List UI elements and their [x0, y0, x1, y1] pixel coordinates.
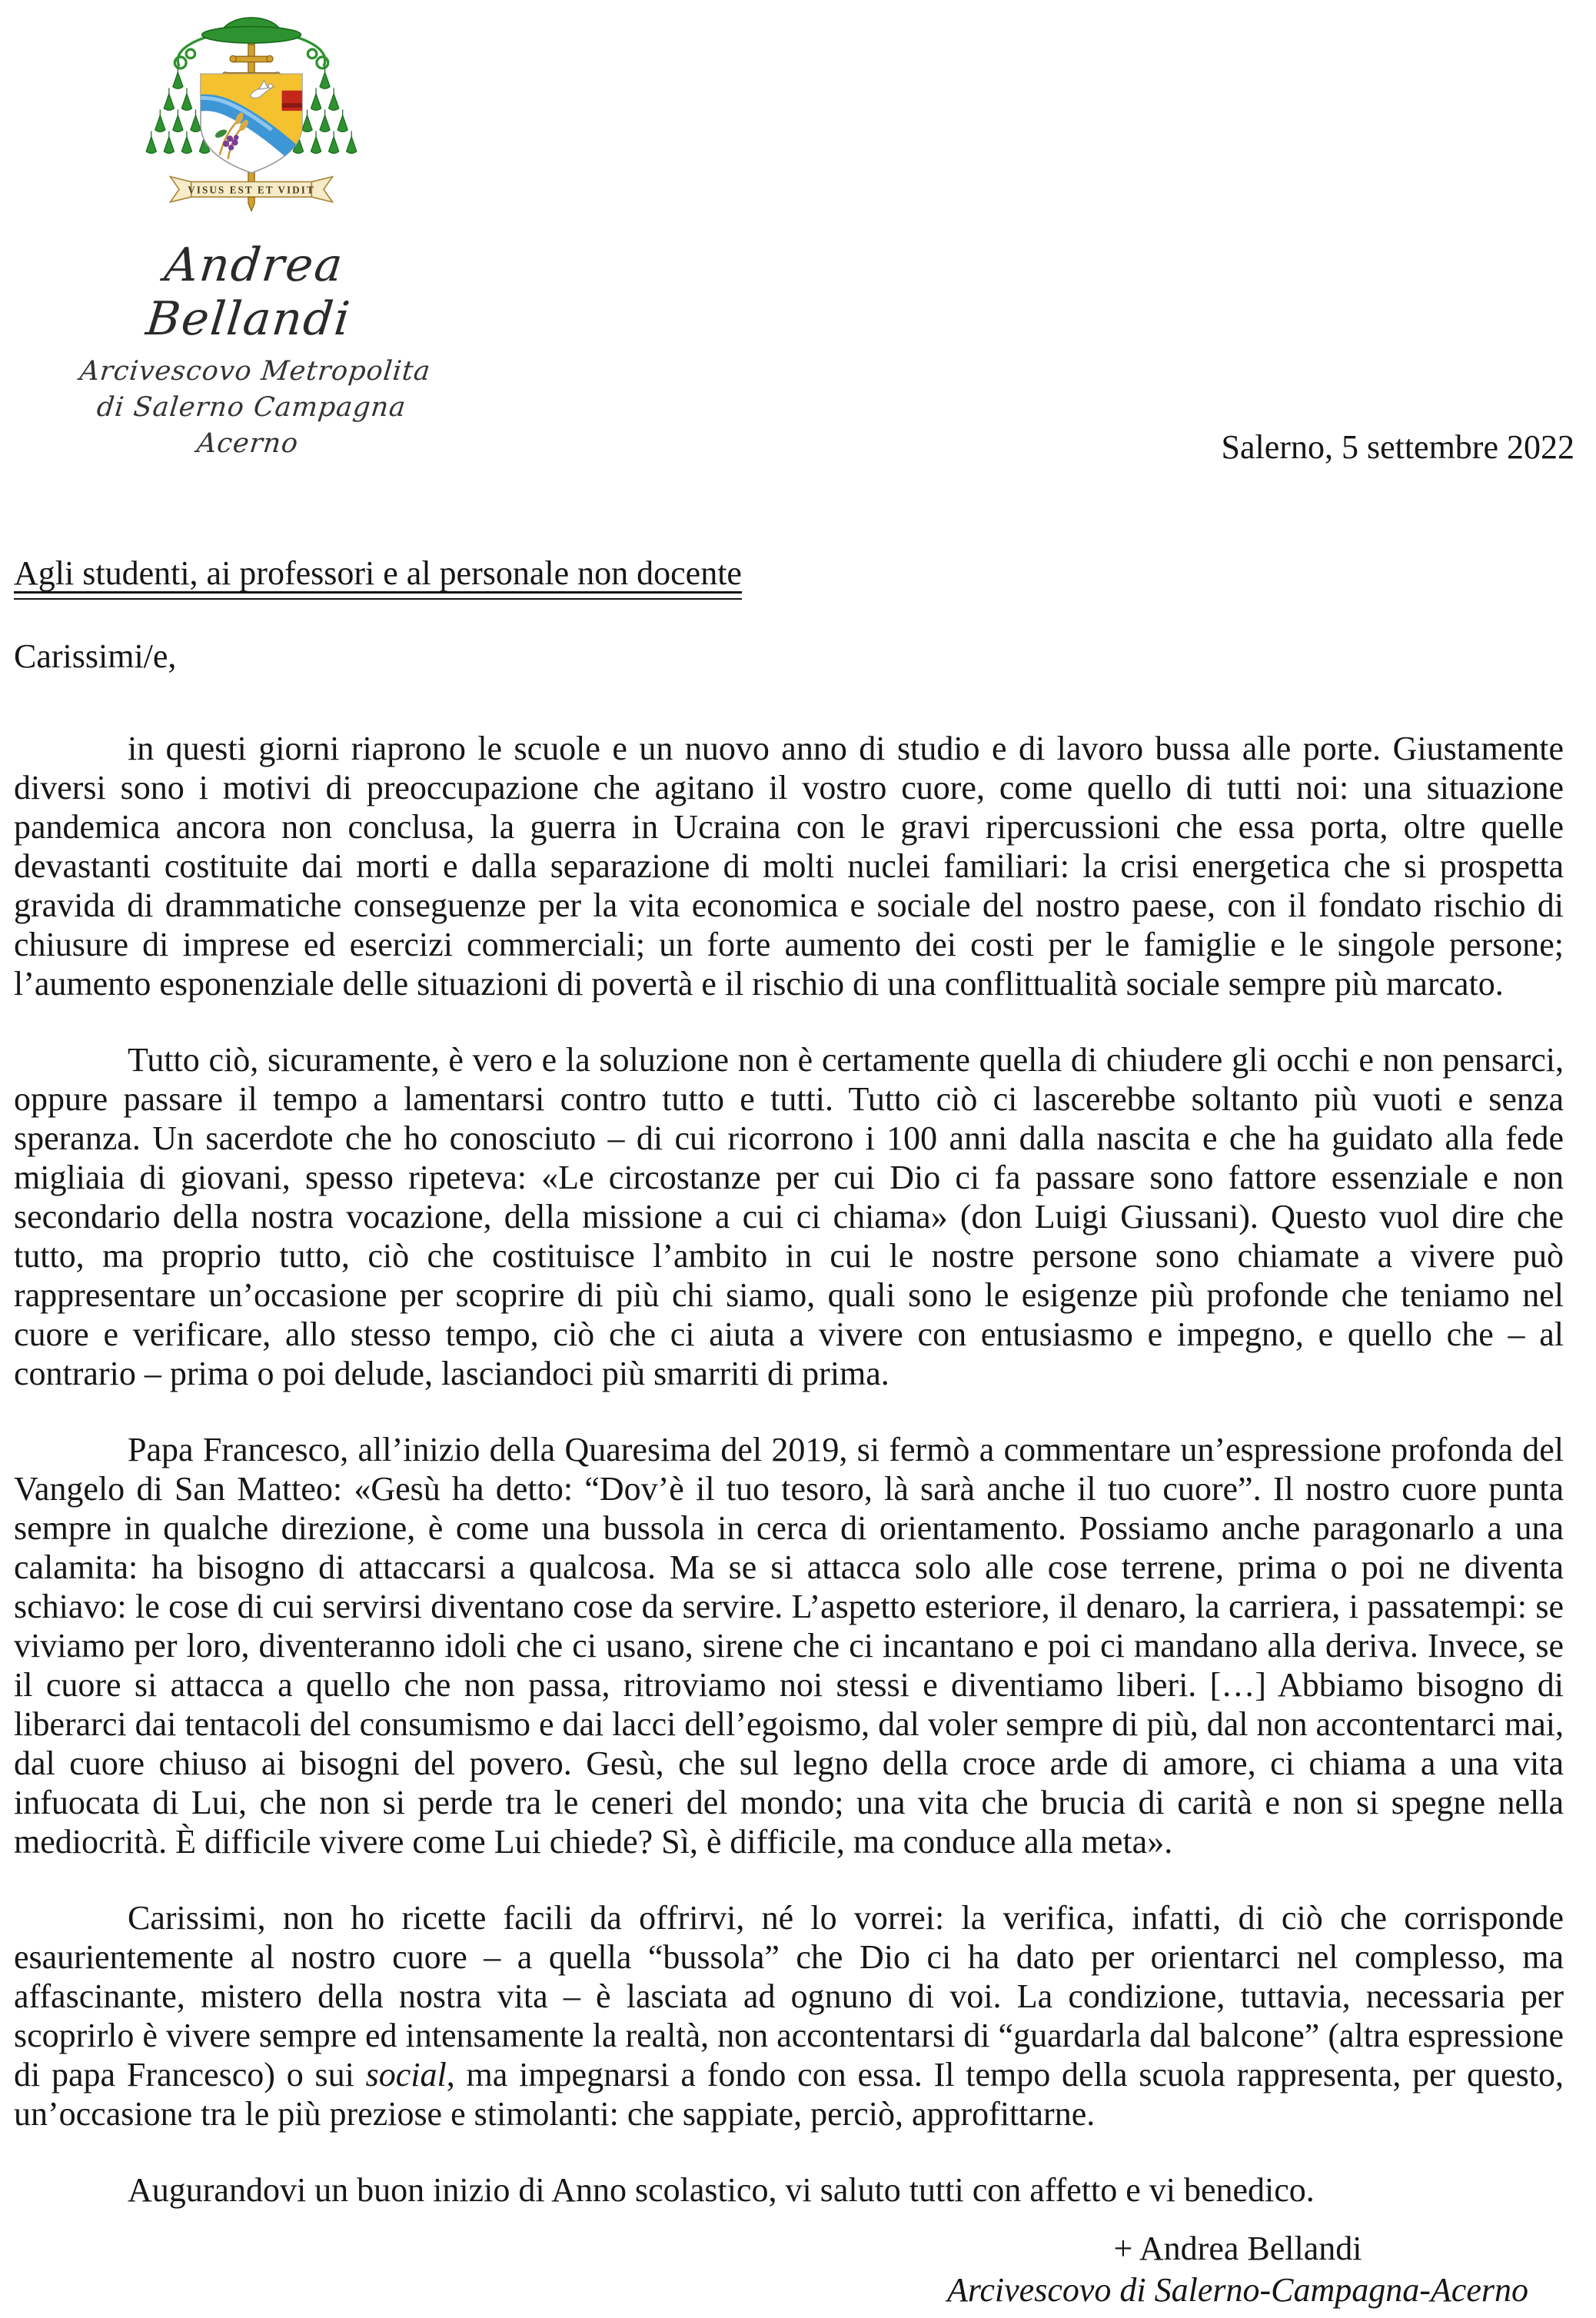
letterhead — [71, 3, 432, 462]
signature-name: + Andrea Bellandi — [1113, 2230, 1362, 2267]
paragraph-1: in questi giorni riaprono le scuole e un nuovo anno di studio e di lavoro bussa alle porte. Giustamente diversi sono i motivi di preoccupazione che agitano il vostro cuore, come quello di tutti noi: una situazione pandemica ancora non conclusa, la guerra in Ucraina con le gravi ripercussioni che essa porta, oltre quelle devastanti costituite dai morti e dalla separazione di molti nuclei familiari: la crisi energetica che si prospetta gravida di drammatiche conseguenze per la vita economica e sociale del nostro paese, con il fondato rischio di chiusure di imprese ed esercizi commerciali; un forte aumento dei costi per le famiglie e le singole persone; l’aumento esponenziale delle situazioni di povertà e il rischio di una conflittualità sociale sempre più marcato. — [14, 730, 1564, 1003]
paragraph-2: Tutto ciò, sicuramente, è vero e la soluzione non è certamente quella di chiudere gli occhi e non pensarci, oppure passare il tempo a lamentarsi contro tutto e tutti. Tutto ciò ci lascerebbe soltanto più vuoti e senza speranza. Un sacerdote che ho conosciuto – di cui ricorrono i 100 anni dalla nascita e che ha guidato alla fede migliaia di giovani, spesso ripeteva: «Le circostanze per cui Dio ci fa passare sono fattore essenziale e non secondario della nostra vocazione, della missione a cui ci chiama» (don Luigi Giussani). Questo vuol dire che tutto, ma proprio tutto, ciò che costituisce l’ambito in cui le nostre persone sono chiamate a vivere può rappresentare un’occasione per scoprire di più chi siamo, quali sono le esigenze più profonde che teniamo nel cuore e verificare, allo stesso tempo, ciò che ci aiuta a vivere con entusiasmo e impegno, e quello che – al contrario – prima o poi delude, lasciandoci più smarriti di prima. — [14, 1041, 1564, 1392]
archbishop-title-line1: Arcivescovo Metropolita — [78, 356, 433, 387]
salutation: Carissimi/e, — [14, 637, 177, 675]
closing-paragraph: Augurandovi un buon inizio di Anno scolastico, vi saluto tutti con affetto e vi benedico. — [128, 2171, 1315, 2209]
recipients-text: Agli studenti, ai professori e al personale non docente — [14, 554, 742, 600]
paragraph-4-text-end: , ma impegnarsi a fondo con essa. Il tempo della scuola rappresenta, per questo, un’occasione tra le più preziose e stimolanti: che sappiate, perciò, approfittarne. — [14, 2056, 1564, 2133]
paragraph-4-text-start: Carissimi, non ho ricette facili da offrirvi, né lo vorrei: la verifica, infatti, di ciò che corrisponde esaurientemente al nostro cuore – a quella “bussola” che Dio ci ha dato per orientarci nel complesso, ma affascinante, mistero della nostra vita – è lasciata ad ognuno di voi. La condizione, tuttavia, necessaria per scoprirlo è vivere sempre ed intensamente la realtà, non accontentarsi di “guardarla dal balcone” (altra espressione di papa Francesco) o sui — [14, 1899, 1564, 2094]
signature-block — [892, 2230, 1584, 2310]
motto-text: VISUS EST ET VIDIT — [188, 184, 315, 196]
paragraph-3: Papa Francesco, all’inizio della Quaresima del 2019, si fermò a commentare un’espressione profonda del Vangelo di San Matteo: «Gesù ha detto: “Dov’è il tuo tesoro, là sarà anche il tuo cuore”. Il nostro cuore punta sempre in qualche direzione, è come una bussola in cerca di orientamento. Possiamo anche paragonarlo a una calamita: ha bisogno di attaccarsi a qualcosa. Ma se si attacca solo alle cose terrene, prima o poi ne diventa schiavo: le cose di cui servirsi diventano cose da servire. L’aspetto esteriore, il denaro, la carriera, i passatempi: se viviamo per loro, diventeranno idoli che ci usano, sirene che ci incantano e poi ci mandano alla deriva. Invece, se il cuore si attacca a quello che non passa, ritroviamo noi stessi e diventiamo liberi. […] Abbiamo bisogno di liberarci dai tentacoli del consumismo e dai lacci dell’egoismo, dal voler sempre di più, dal non accontentarci mai, dal cuore chiuso ai bisogni del povero. Gesù, che sul legno della croce arde di amore, ci chiama a una vita infuocata di Lui, che non si perde tra le ceneri del mondo; una vita che brucia di carità e non si spegne nella mediocrità. È difficile vivere come Lui chiede? Sì, è difficile, ma conduce alla meta». — [14, 1431, 1564, 1861]
archbishop-name: Andrea Bellandi — [143, 238, 354, 346]
shield-icon — [198, 74, 304, 173]
archbishop-title — [65, 354, 438, 462]
letter-body — [14, 729, 1564, 2246]
recipients-line — [14, 554, 742, 600]
paragraph-4-italic-word: social — [365, 2056, 447, 2094]
coat-of-arms-icon — [125, 3, 378, 212]
cross-tip — [248, 197, 254, 211]
signature-role: Arcivescovo di Salerno-Campagna-Acerno — [947, 2271, 1528, 2309]
shield-red-charge — [282, 91, 304, 111]
shield-red-charge-stripe — [282, 103, 304, 108]
archbishop-title-line2: di Salerno Campagna Acerno — [95, 392, 408, 459]
galero-icon — [202, 18, 301, 43]
date-line: Salerno, 5 settembre 2022 — [1221, 428, 1574, 466]
paragraph-4 — [14, 1898, 1564, 2133]
